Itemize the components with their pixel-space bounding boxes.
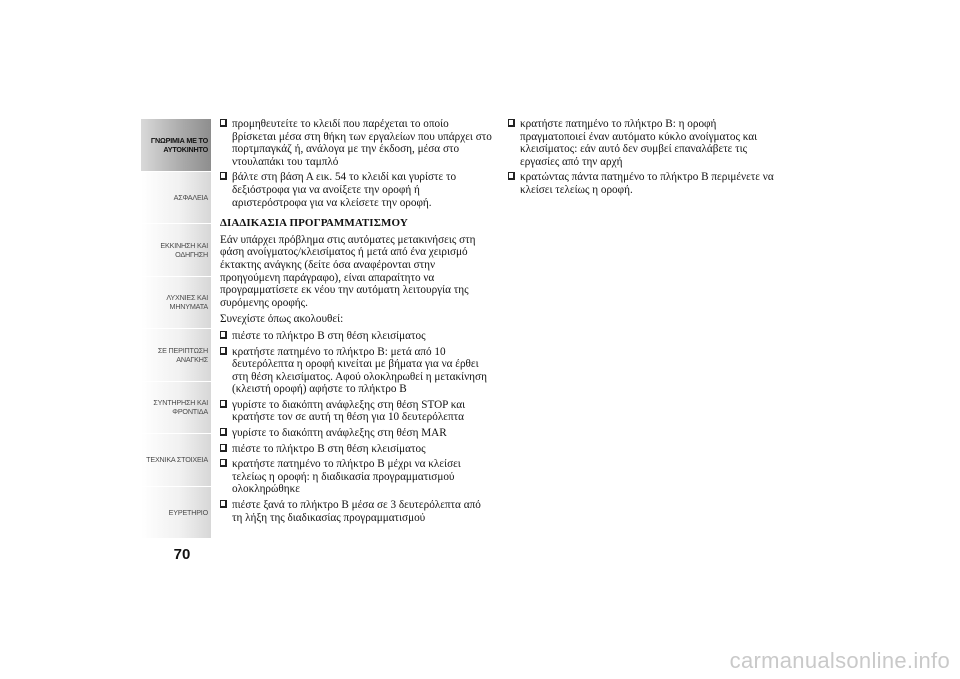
list-item: [220, 443, 492, 456]
tab-label-line: ΦΡΟΝΤΙΔΑ: [172, 407, 208, 417]
list-item-text: κρατήστε πατημένο το πλήκτρο B: η οροφή πραγματοποιεί έναν αυτόματο κύκλο ανοίγματος και κλεισίματος: εάν αυτό δεν συμβεί επαναλάβετε τις εργασίες από την αρχή: [520, 118, 758, 168]
tab-getting-to-know-car[interactable]: [141, 119, 211, 172]
checkbox-bullet-icon: [220, 400, 227, 408]
list-item-text: πιέστε το πλήκτρο B στη θέση κλεισίματος: [232, 442, 426, 455]
tab-label-line: ΕΥΡΕΤΗΡΙΟ: [168, 507, 208, 517]
watermark-text: carmanualsonline.info: [729, 648, 950, 673]
tab-starting-driving[interactable]: [141, 224, 211, 277]
tab-label-line: ΑΝΑΓΚΗΣ: [176, 354, 208, 364]
checkbox-bullet-icon: [220, 119, 227, 127]
list-item: [220, 399, 492, 424]
list-item: [220, 118, 492, 168]
tab-technical-data[interactable]: [141, 434, 211, 487]
list-item-text: κρατήστε πατημένο το πλήκτρο B μέχρι να κλείσει τελείως η οροφή: η διαδικασία προγραμματισμού ολοκληρώθηκε: [232, 458, 461, 496]
list-item-text: πιέστε ξανά το πλήκτρο B μέσα σε 3 δευτερόλεπτα από τη λήξη της διαδικασίας προγραμματισμού: [232, 499, 481, 524]
list-item-text: κρατήστε πατημένο το πλήκτρο B: μετά από 10 δευτερόλεπτα η οροφή κινείται με βήματα για να έρθει στη θέση κλεισίματος. Αφού ολοκληρωθεί η μετακίνηση (κλειστή οροφή) αφήστε το πλήκτρο B: [232, 345, 487, 396]
list-item: [220, 346, 492, 396]
tab-label-line: ΤΕΧΝΙΚΑ ΣΤΟΙΧΕΙΑ: [146, 455, 208, 465]
section-heading: ΔΙΑΔΙΚΑΣΙΑ ΠΡΟΓΡΑΜΜΑΤΙΣΜΟΥ: [220, 217, 408, 230]
checkbox-bullet-icon: [220, 331, 227, 339]
tab-emergency[interactable]: [141, 329, 211, 382]
checkbox-bullet-icon: [220, 172, 227, 180]
list-item: [220, 499, 492, 524]
tab-label-line: ΣΕ ΠΕΡΙΠΤΩΣΗ: [157, 345, 208, 355]
chapter-sidebar: [141, 119, 211, 539]
tab-safety[interactable]: [141, 172, 211, 225]
checkbox-bullet-icon: [508, 172, 515, 180]
list-item: [508, 118, 778, 168]
list-item-text: πιέστε το πλήκτρο B στη θέση κλεισίματος: [232, 329, 426, 342]
right-column: [508, 118, 778, 200]
tab-label-line: ΑΥΤΟΚΙΝΗΤΟ: [163, 144, 208, 154]
list-item-text: κρατώντας πάντα πατημένο το πλήκτρο B περιμένετε να κλείσει τελείως η οροφή.: [520, 171, 774, 196]
list-item: [220, 458, 492, 496]
checkbox-bullet-icon: [220, 500, 227, 508]
tab-maintenance-care[interactable]: [141, 382, 211, 435]
list-item-text: προμηθευτείτε το κλειδί που παρέχεται το οποίο βρίσκεται μέσα στη θήκη των εργαλείων που υπάρχει στο πορτμπαγκάζ ή, ανάλογα με την έκδοση, μέσα στο ντουλαπάκι του ταμπλό: [232, 118, 492, 168]
left-column: [220, 118, 492, 527]
list-item: [220, 171, 492, 209]
body-paragraph: Εάν υπάρχει πρόβλημα στις αυτόματες μετακινήσεις στη φάση ανοίγματος/κλεισίματος ή μετά από ένα χειρισμό έκτακτης ανάγκης (δείτε όσα αναφέρονται στην προηγούμενη παράγραφο), είναι απαραίτητο να προγραμματίσετε εκ νέου την αυτόματη λειτουργία της συρόμενης οροφής.: [220, 233, 476, 309]
checkbox-bullet-icon: [508, 119, 515, 127]
tab-label-line: ΣΥΝΤΗΡΗΣΗ ΚΑΙ: [153, 398, 208, 408]
list-item-text: γυρίστε το διακόπτη ανάφλεξης στη θέση STOP και κρατήστε τον σε αυτή τη θέση για 10 δευτερόλεπτα: [232, 398, 466, 424]
checkbox-bullet-icon: [220, 347, 227, 355]
checkbox-bullet-icon: [220, 428, 227, 436]
checkbox-bullet-icon: [220, 459, 227, 467]
checkbox-bullet-icon: [220, 444, 227, 452]
tab-label-line: ΕΚΚΙΝΗΣΗ ΚΑΙ: [160, 240, 208, 250]
tab-label-line: ΑΣΦΑΛΕΙΑ: [173, 192, 208, 202]
tab-label-line: ΜΗΝΥΜΑΤΑ: [169, 302, 208, 312]
tab-label-line: ΟΔΗΓΗΣΗ: [175, 249, 208, 259]
tab-label-line: ΛΥΧΝΙΕΣ ΚΑΙ: [166, 293, 208, 303]
list-item-text: γυρίστε το διακόπτη ανάφλεξης στη θέση MAR: [232, 427, 447, 440]
list-item: [220, 427, 492, 440]
list-item: [220, 330, 492, 343]
list-item: [508, 171, 778, 196]
list-item-text: βάλτε στη βάση Α εικ. 54 το κλειδί και γυρίστε το δεξιόστροφα για να ανοίξετε την οροφή ή αριστερόστροφα για να κλείσετε την οροφή.: [232, 171, 457, 209]
body-paragraph: Συνεχίστε όπως ακολουθεί:: [220, 313, 344, 326]
tab-index[interactable]: [141, 487, 211, 540]
page-number: 70: [173, 546, 191, 563]
tab-label-line: ΓΝΩΡΙΜΙΑ ΜΕ ΤΟ: [150, 135, 208, 145]
tab-warning-lights-messages[interactable]: [141, 277, 211, 330]
